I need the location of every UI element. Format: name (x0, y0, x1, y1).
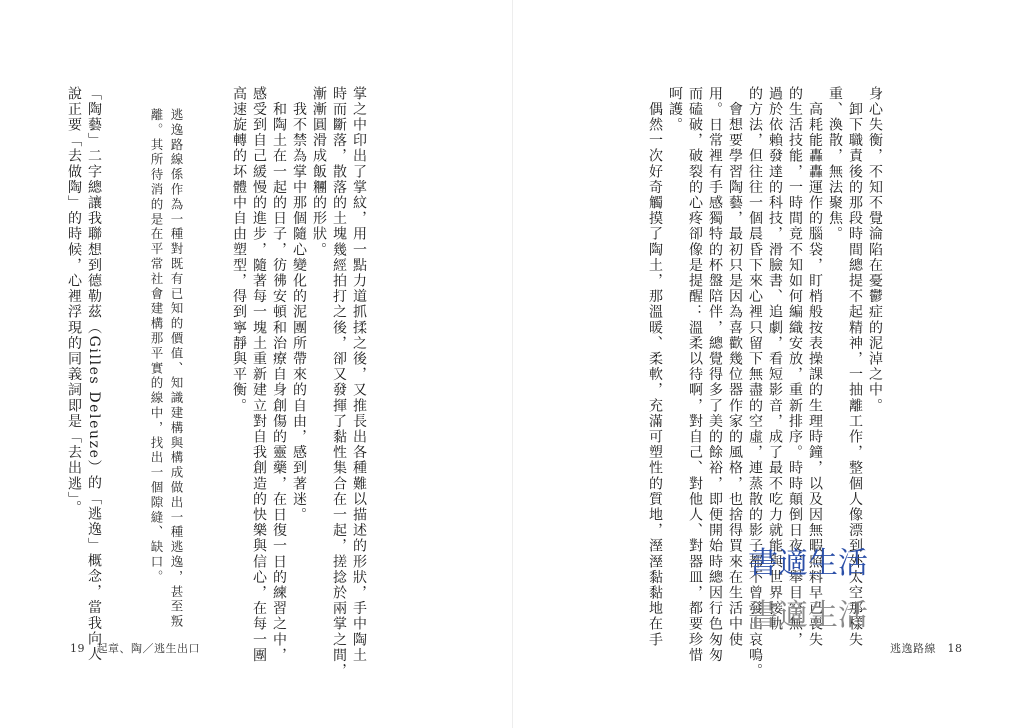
text-line: 漸漸圓滑成飯糰的形狀。 (311, 86, 327, 258)
right-page-footer: 逃逸路線 18 (890, 642, 963, 655)
text-line: 卸下職責後的那段時間總提不起精神，一抽離工作，整個人像漂到外太空那樣失 (847, 86, 863, 648)
left-page-closing (64, 86, 104, 663)
text-line: 掌之中印出了掌紋，用一點力道抓揉之後，又推長出各種難以描述的形狀，手中陶土 (351, 86, 367, 664)
text-line: 高耗能轟轟運作的腦袋，盯梢般按表操課的生理時鐘，以及因無暇照料早已喪失 (807, 86, 823, 648)
text-line: 用。日常裡有手感獨特的杯盤陪伴，總覺得多了美的餘裕，即便開始時總因行色匆匆 (707, 86, 723, 664)
text-line: 的生活技能，一時間竟不知如何編織安放，重新排序。時時顛倒日夜，舉目空無， (787, 86, 803, 648)
text-line: 呵護。 (667, 86, 683, 133)
text-line: 過於依賴發達的科技，滑臉書、追劇，看短影音，成了最不吃力就能與世界接軌 (767, 86, 783, 632)
left-page-body (229, 86, 369, 679)
text-line: 重、渙散，無法聚焦。 (827, 86, 843, 242)
text-line: 偶然一次好奇觸摸了陶土，那溫暖、柔軟，充滿可塑性的質地，溼溼黏黏地在手 (647, 86, 663, 648)
text-line: 說正要「去做陶」的時候，心裡浮現的同義詞即是「去出逃」。 (66, 86, 82, 516)
text-line: 我不禁為掌中那個隨心變化的泥團所帶來的自由，感到著迷。 (291, 86, 307, 523)
right-page-body (645, 86, 885, 679)
text-line: 而磕破，破裂的心疼卻像是提醒：溫柔以待啊，對自己、對他人、對器皿，都要珍惜 (687, 86, 703, 664)
text-line: 和陶土在一起的日子，彷彿安頓和治療自身創傷的靈藥，在日復一日的練習之中， (271, 86, 287, 664)
page-gutter (512, 0, 513, 728)
left-page-footer: 19 起章、陶／逃生出口 (70, 642, 200, 655)
left-page-quote (146, 108, 186, 638)
text-line: 「陶藝」二字總讓我聯想到德勒茲（Gilles Deleuze）的「逃逸」概念，當我向人 (86, 86, 102, 663)
text-line: 離。其所待消的是在平常社會建構那平實的線中，找出一個隙縫、缺口。 (149, 108, 164, 585)
watermark-logo-primary: 書適生活 (748, 546, 868, 581)
text-line: 時而斷落，散落的土塊幾經拍打之後，卻又發揮了黏性集合在一起，搓捻於兩掌之間， (331, 86, 347, 679)
text-line: 高速旋轉的坏體中自由塑型，得到寧靜與平衡。 (231, 86, 247, 414)
text-line: 的方法，但往往一個晨昏下來心裡只留下無盡的空虛，連蒸散的影子都不曾發出哀鳴。 (747, 86, 763, 679)
text-line: 會想要學習陶藝，最初只是因為喜歡幾位器作家的風格，也捨得買來在生活中使 (727, 86, 743, 648)
text-line: 身心失衡，不知不覺淪陷在憂鬱症的泥淖之中。 (867, 86, 883, 414)
text-line: 逃逸路線係作為一種對既有已知的價值、知識建構與構成做出一種逃逸，甚至叛 (169, 108, 184, 630)
watermark-logo-secondary: 書適生活 (748, 598, 868, 633)
text-line: 感受到自己緩慢的進步，隨著每一塊土重新建立對自我創造的快樂與信心，在每一團 (251, 86, 267, 664)
